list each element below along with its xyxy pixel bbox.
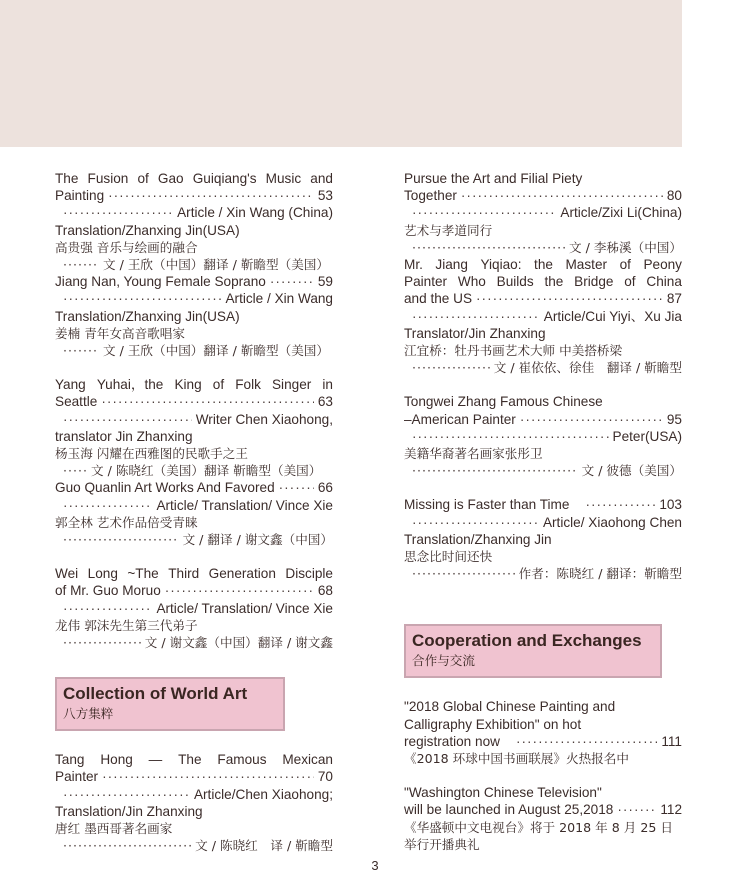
entry-translation: Translation/Zhanxing Jin(USA) xyxy=(55,222,240,238)
entry-zh-credit-line xyxy=(404,359,682,376)
entry-zh-title: 艺术与孝道同行 xyxy=(404,222,493,238)
entry-zh-credit-line xyxy=(404,565,682,582)
entry-zh-credit: 文 / 翻译 / 谢文鑫（中国） xyxy=(182,532,333,548)
entry-title: of Mr. Guo Moruo xyxy=(55,583,161,599)
toc-column-left xyxy=(55,170,333,872)
entry-credit-line xyxy=(55,411,333,428)
entry-title-page-line xyxy=(55,273,333,290)
entry-title-page-line xyxy=(55,768,333,785)
entry-title: registration now xyxy=(404,733,500,749)
entry-title-page-line xyxy=(55,393,333,410)
entry-zh-credit-line xyxy=(404,462,682,479)
entry-zh-credit-line xyxy=(55,634,333,651)
entry-zh-credit: 文 / 陈晓红 译 / 靳瞻型 xyxy=(195,838,333,854)
entry-title-line: Painter Who Builds the Bridge of China xyxy=(404,274,682,290)
entry-title-page-line xyxy=(404,187,682,204)
entry-translation: translator Jin Zhanxing xyxy=(55,428,193,444)
entry-title-page-line xyxy=(404,290,682,307)
section-subtitle: 合作与交流 xyxy=(412,653,475,669)
entry-translation: Translator/Jin Zhanxing xyxy=(404,325,546,341)
entry-title: Jiang Nan, Young Female Soprano xyxy=(55,274,266,290)
page-number: 59 xyxy=(317,274,333,290)
entry-credit: Article / Xin Wang (China) xyxy=(177,205,333,221)
entry-credit: Writer Chen Xiaohong, xyxy=(195,411,333,427)
entry-translation: Translation/Zhanxing Jin(USA) xyxy=(55,308,240,324)
entry-credit-line xyxy=(404,514,682,531)
page-number: 103 xyxy=(659,497,682,513)
entry-title-line: Mr. Jiang Yiqiao: the Master of Peony xyxy=(404,257,682,273)
entry-title: Guo Quanlin Art Works And Favored xyxy=(55,480,275,496)
entry-zh-credit-line xyxy=(55,462,333,479)
entry-credit: Article/Zixi Li(China) xyxy=(560,205,682,221)
entry-title-page-line xyxy=(404,801,682,818)
page-number: 68 xyxy=(317,583,333,599)
entry-zh-credit: 作者：陈晓红 / 翻译：靳瞻型 xyxy=(518,566,682,582)
toc-entry[interactable] xyxy=(404,784,682,853)
page-number: 70 xyxy=(317,769,333,785)
entry-zh-title: 《2018 环球中国书画联展》火热报名中 xyxy=(404,751,629,767)
page-number: 112 xyxy=(660,802,682,818)
entry-zh-title: 思念比时间还快 xyxy=(404,549,493,565)
page-number: 87 xyxy=(666,291,682,307)
entry-title: will be launched in August 25,2018 xyxy=(404,802,614,818)
toc-entry[interactable] xyxy=(55,565,333,651)
entry-title: and the US xyxy=(404,291,473,307)
toc-entry[interactable] xyxy=(55,273,333,359)
entry-zh-credit: 文 / 谢文鑫（中国）翻译 / 谢文鑫 xyxy=(144,635,333,651)
section-title: Collection of World Art xyxy=(63,684,248,704)
entry-zh-title: 《华盛顿中文电视台》将于 2018 年 8 月 25 日 xyxy=(404,819,674,835)
entry-zh-title: 高贵强 音乐与绘画的融合 xyxy=(55,239,198,255)
entry-title-page-line xyxy=(404,733,682,750)
page-number: 63 xyxy=(317,394,333,410)
page-number: 53 xyxy=(317,188,333,204)
entry-zh-title: 杨玉海 闪耀在西雅图的民歌手之王 xyxy=(55,446,248,462)
entry-title-line: Tongwei Zhang Famous Chinese xyxy=(404,394,603,410)
toc-entry[interactable] xyxy=(55,376,333,479)
entry-title-page-line xyxy=(404,496,682,513)
page-number: 111 xyxy=(661,733,682,749)
entry-title: –American Painter xyxy=(404,411,516,427)
entry-credit-line xyxy=(55,497,333,514)
entry-zh-credit: 文 / 崔依依、徐佳 翻译 / 靳瞻型 xyxy=(493,360,682,376)
entry-zh-credit-line xyxy=(55,342,333,359)
entry-credit-line xyxy=(55,204,333,221)
entry-zh-title: 唐红 墨西哥著名画家 xyxy=(55,821,173,837)
entry-title-line: Pursue the Art and Filial Piety xyxy=(404,171,583,186)
entry-zh-credit-line xyxy=(55,837,333,854)
entry-zh-title: 美籍华裔著名画家张彤卫 xyxy=(404,446,543,462)
entry-title-line: Tang Hong — The Famous Mexican xyxy=(55,752,333,768)
entry-credit: Article/ Translation/ Vince Xie xyxy=(156,600,333,616)
entry-zh-credit: 文 / 王欣（中国）翻译 / 靳瞻型（美国） xyxy=(103,257,329,273)
entry-title-page-line xyxy=(404,411,682,428)
section-subtitle: 八方集粹 xyxy=(63,706,114,722)
entry-zh-title: 郭全林 艺术作品倍受青睐 xyxy=(55,514,198,530)
entry-credit: Article/Chen Xiaohong; xyxy=(193,786,333,802)
entry-credit: Article/Cui Yiyi、Xu Jia xyxy=(543,308,682,324)
entry-zh-credit-line xyxy=(55,531,333,548)
entry-title: Seattle xyxy=(55,394,98,410)
entry-title-line: Yang Yuhai，the King of Folk Singer in xyxy=(55,377,333,393)
entry-title: Missing is Faster than Time xyxy=(404,497,570,513)
section-heading-world-art xyxy=(55,677,285,731)
entry-title-page-line xyxy=(55,187,333,204)
toc-entry[interactable] xyxy=(404,496,682,582)
entry-zh-credit: 文 / 王欣（中国）翻译 / 靳瞻型（美国） xyxy=(103,343,329,359)
toc-entry[interactable] xyxy=(55,479,333,548)
page-number-footer: 3 xyxy=(371,858,379,873)
entry-zh-credit-line xyxy=(55,256,333,273)
entry-zh-credit-line xyxy=(404,239,682,256)
entry-translation: Translation/Zhanxing Jin xyxy=(404,531,552,547)
entry-title-line: "2018 Global Chinese Painting and xyxy=(404,699,616,715)
entry-credit: Article/ Translation/ Vince Xie xyxy=(156,497,333,513)
entry-title-line: Wei Long ~The Third Generation Disciple xyxy=(55,566,333,582)
entry-title-line: "Washington Chinese Television" xyxy=(404,785,602,801)
entry-title-line: The Fusion of Gao Guiqiang's Music and xyxy=(55,171,333,186)
entry-title: Painting xyxy=(55,188,105,204)
entry-title-line: Calligraphy Exhibition" on hot xyxy=(404,716,582,732)
entry-credit: Peter(USA) xyxy=(612,428,682,444)
page-number: 66 xyxy=(317,480,333,496)
entry-credit-line xyxy=(404,308,682,325)
section-title: Cooperation and Exchanges xyxy=(412,631,642,651)
entry-credit: Article / Xin Wang xyxy=(225,291,333,307)
entry-zh-title: 龙伟 郭沫先生第三代弟子 xyxy=(55,617,198,633)
entry-credit-line xyxy=(55,600,333,617)
toc-entry[interactable] xyxy=(404,256,682,376)
toc-entry[interactable] xyxy=(55,751,333,854)
section-heading-cooperation xyxy=(404,624,662,678)
header-band xyxy=(0,0,682,147)
entry-zh-title: 姜楠 青年女高音歌唱家 xyxy=(55,325,185,341)
page-number: 80 xyxy=(666,188,682,204)
entry-credit-line xyxy=(404,204,682,221)
entry-credit-line xyxy=(55,290,333,307)
entry-credit: Article/ Xiaohong Chen xyxy=(542,514,682,530)
entry-title-page-line xyxy=(55,582,333,599)
entry-translation: Translation/Jin Zhanxing xyxy=(55,803,203,819)
entry-credit-line xyxy=(55,786,333,803)
entry-title: Painter xyxy=(55,769,99,785)
toc-column-right xyxy=(404,170,682,870)
entry-zh-title: 举行开播典礼 xyxy=(404,836,480,852)
toc-entry[interactable] xyxy=(404,393,682,479)
toc-entry[interactable] xyxy=(55,170,333,273)
page-number: 95 xyxy=(666,411,682,427)
entry-zh-credit: 文 / 李秭溪（中国） xyxy=(569,239,682,255)
toc-entry[interactable] xyxy=(404,698,682,767)
entry-zh-credit: 文 / 彼德（美国） xyxy=(581,463,682,479)
entry-zh-credit: 文 / 陈晓红（美国）翻译 靳瞻型（美国） xyxy=(91,463,322,479)
toc-entry[interactable] xyxy=(404,170,682,256)
entry-zh-title: 江宜桥：牡丹书画艺术大师 中美搭桥梁 xyxy=(404,343,623,359)
entry-credit-line xyxy=(404,428,682,445)
entry-title-page-line xyxy=(55,479,333,496)
entry-title: Together xyxy=(404,188,457,204)
